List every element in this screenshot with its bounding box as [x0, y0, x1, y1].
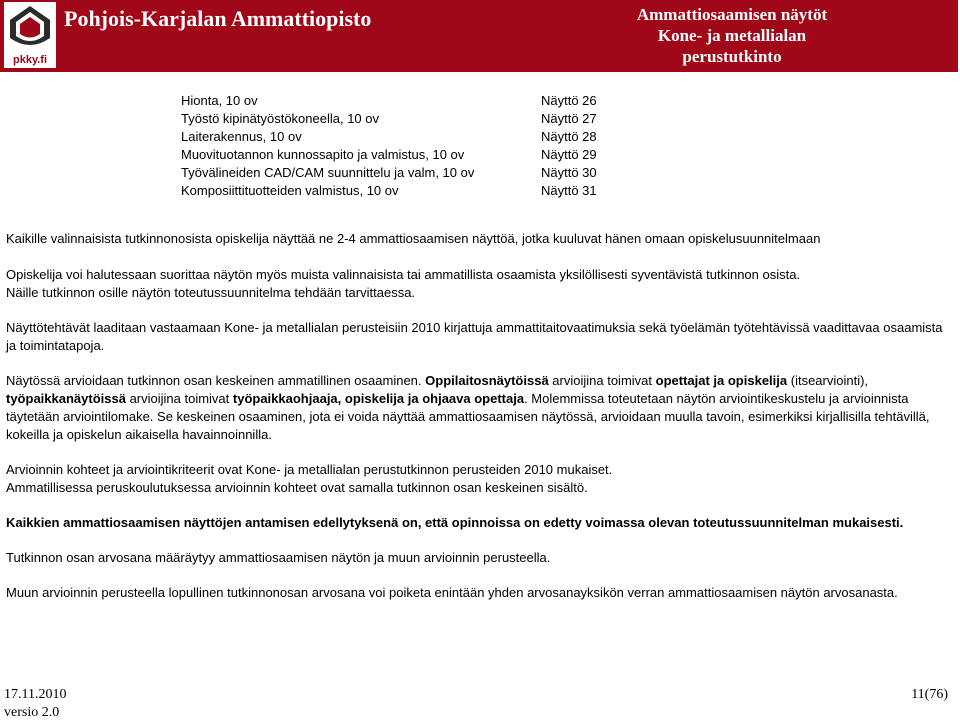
shield-icon: [4, 2, 56, 54]
qualification-line-3: perustutkinto: [682, 47, 782, 66]
paragraph-demonstrations: Kaikille valinnaisista tutkinnonosista opiskelija näyttää ne 2-4 ammattiosaamisen näyttöä, jotka kuuluvat hänen omaan opiskelusuunnitelmaan: [6, 231, 821, 246]
exam-name: Työstö kipinätyöstökoneella, 10 ov: [181, 111, 380, 126]
text-run-bold: Oppilaitosnäytöissä: [425, 373, 549, 388]
list-item: [181, 164, 641, 182]
school-logo: [4, 2, 56, 68]
exam-code: Näyttö 28: [541, 129, 597, 144]
text-run-bold: työpaikkaohjaaja, opiskelija ja ohjaava opettaja: [232, 391, 525, 406]
list-item: [181, 182, 641, 200]
paragraph-criteria-a: Arvioinnin kohteet ja arviointikriteerit ovat Kone- ja metallialan perustutkinnon perusteiden 2010 mukaiset.: [6, 462, 613, 477]
page-header: [0, 0, 960, 72]
text-run: arvioijina toimivat: [125, 391, 233, 406]
qualification-line-2: Kone- ja metallialan: [657, 26, 807, 45]
exam-name: Hionta, 10 ov: [181, 93, 258, 108]
paragraph-criteria-b: Ammatillisessa peruskoulutuksessa arvioinnin kohteet ovat samalla tutkinnon osan keskeinen sisältö.: [6, 480, 588, 495]
list-item: [181, 128, 641, 146]
paragraph-optional-a: Opiskelija voi halutessaan suorittaa näytön myös muista valinnaisista tai ammatillista osaamista yksilöllisesti syventävistä tutkinnon osista.: [6, 267, 801, 282]
text-run: . Molemmissa toteutetaan näytön arviointikeskustelu ja arvioinnista täytetään arviointilomake. Se keskeinen osaaminen, jota ei voida näyttää ammattiosaamisen näytössä, arvioidaan muulla tavoin, esimerkiksi kirjallisilla tehtävillä, kokeilla ja opiskelun aikaisella havainnoinnilla.: [6, 391, 930, 442]
footer-version: versio 2.0: [4, 705, 60, 720]
body-text: [6, 230, 956, 602]
paragraph-assessment: [6, 372, 956, 444]
text-run-bold: opettajat ja opiskelija: [655, 373, 788, 388]
exam-code: Näyttö 26: [541, 93, 597, 108]
paragraph-tasks: Näyttötehtävät laaditaan vastaamaan Kone- ja metallialan perusteisiin 2010 kirjattuja ammattitaitovaatimuksia sekä työelämän työtehtävissä vaadittavaa osaamista ja toimintatapoja.: [6, 320, 943, 353]
paragraph-optional-b: Näille tutkinnon osille näytön toteutussuunnitelma tehdään tarvittaessa.: [6, 285, 416, 300]
qualification-title: [602, 4, 862, 67]
page-number: 11(76): [911, 687, 948, 702]
text-run-bold: työpaikkanäytöissä: [6, 391, 126, 406]
exam-code: Näyttö 29: [541, 147, 597, 162]
exam-code: Näyttö 31: [541, 183, 597, 198]
qualification-line-1: Ammattiosaamisen näytöt: [636, 5, 828, 24]
list-item: [181, 92, 641, 110]
paragraph-grade: Tutkinnon osan arvosana määräytyy ammattiosaamisen näytön ja muun arvioinnin perusteella.: [6, 550, 551, 565]
exam-code: Näyttö 27: [541, 111, 597, 126]
exam-name: Muovituotannon kunnossapito ja valmistus, 10 ov: [181, 147, 465, 162]
text-run: arvioijina toimivat: [548, 373, 656, 388]
text-run: (itsearviointi),: [787, 373, 869, 388]
text-run: Näytössä arvioidaan tutkinnon osan keskeinen ammatillinen osaaminen.: [6, 373, 426, 388]
exam-name: Työvälineiden CAD/CAM suunnittelu ja valm, 10 ov: [181, 165, 475, 180]
footer-left: [4, 686, 66, 722]
logo-text: pkky.fi: [12, 54, 48, 66]
exam-name: Komposiittituotteiden valmistus, 10 ov: [181, 183, 399, 198]
exam-code: Näyttö 30: [541, 165, 597, 180]
paragraph-final-grade: Muun arvioinnin perusteella lopullinen tutkinnonosan arvosana voi poiketa enintään yhden arvosanayksikön verran ammattiosaamisen näytön arvosanasta.: [6, 585, 898, 600]
exam-list: [181, 92, 641, 200]
exam-name: Laiterakennus, 10 ov: [181, 129, 302, 144]
list-item: [181, 146, 641, 164]
footer-date: 17.11.2010: [4, 687, 67, 702]
paragraph-prerequisite: Kaikkien ammattiosaamisen näyttöjen antamisen edellytyksenä on, että opinnoissa on edetty voimassa olevan toteutussuunnitelman mukaisesti.: [6, 515, 904, 530]
list-item: [181, 110, 641, 128]
organization-name: Pohjois-Karjalan Ammattiopisto: [64, 6, 372, 31]
